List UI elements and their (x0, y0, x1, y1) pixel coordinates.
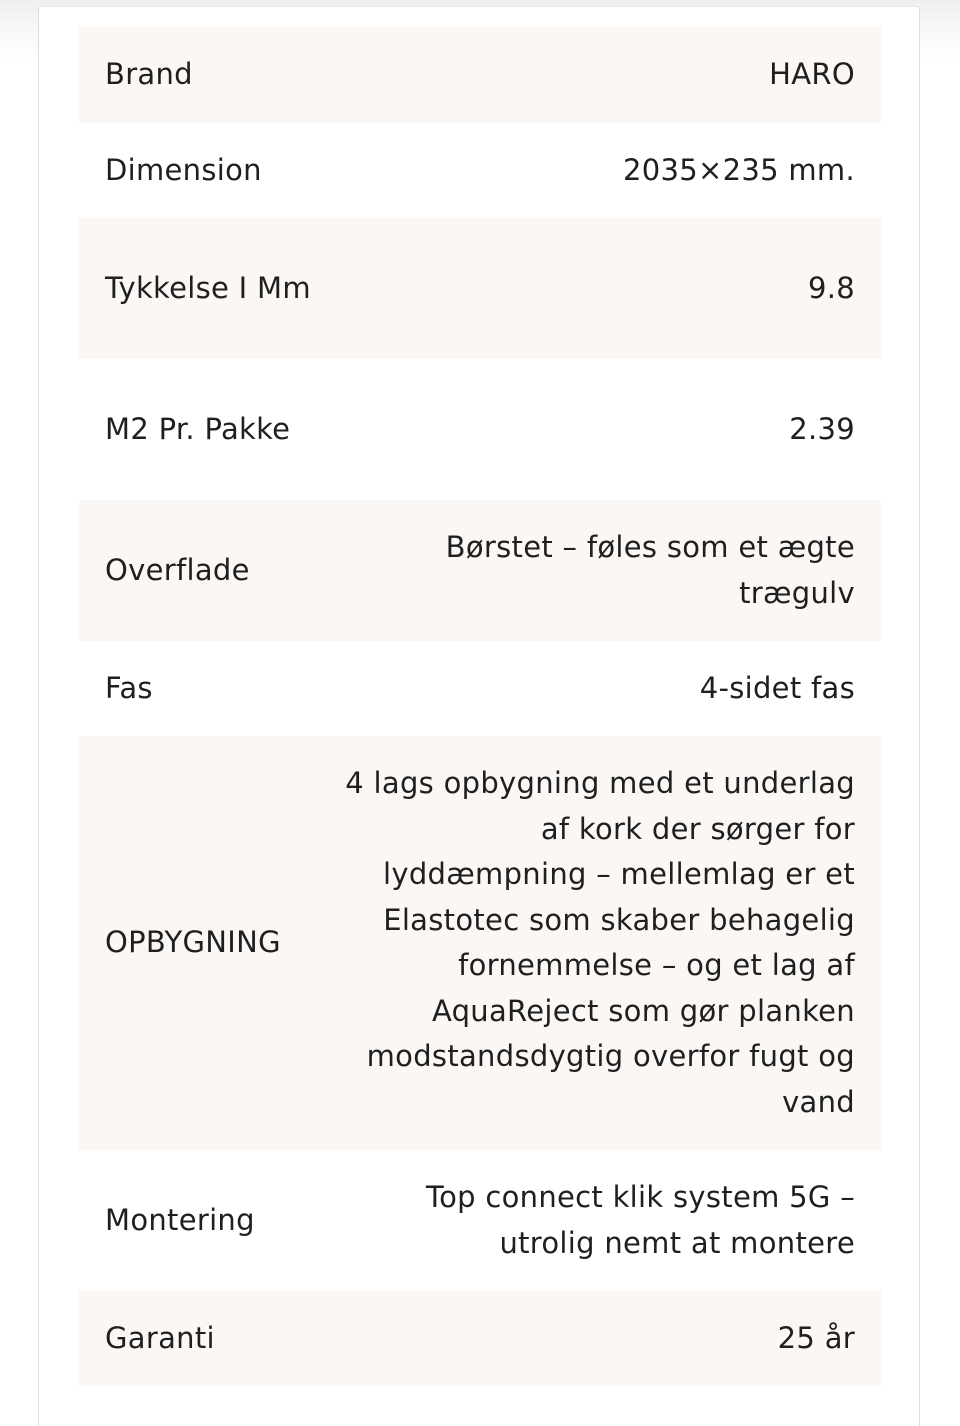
spec-value-brand: HARO (339, 27, 881, 123)
specifications-table (79, 27, 881, 1386)
table-row (79, 1291, 881, 1386)
table-row (79, 218, 881, 359)
spec-label-installation: Montering (79, 1150, 339, 1291)
spec-value-dimension: 2035×235 mm. (339, 123, 881, 218)
table-row (79, 1150, 881, 1291)
spec-label-dimension: Dimension (79, 123, 339, 218)
spec-value-thickness: 9.8 (339, 218, 881, 359)
table-row (79, 359, 881, 500)
spec-value-warranty: 25 år (339, 1291, 881, 1386)
spec-label-warranty: Garanti (79, 1291, 339, 1386)
spec-label-surface: Overflade (79, 500, 339, 641)
table-row (79, 641, 881, 736)
spec-label-m2-per-pack: M2 Pr. Pakke (79, 359, 339, 500)
table-row (79, 736, 881, 1150)
table-row (79, 27, 881, 123)
spec-label-construction: OPBYGNING (79, 736, 339, 1150)
spec-value-surface: Børstet – føles som et ægte trægulv (339, 500, 881, 641)
spec-label-thickness: Tykkelse I Mm (79, 218, 339, 359)
table-row (79, 500, 881, 641)
spec-label-bevel: Fas (79, 641, 339, 736)
spec-value-installation: Top connect klik system 5G – utrolig nemt at montere (339, 1150, 881, 1291)
spec-value-construction: 4 lags opbygning med et underlag af kork der sørger for lyddæmpning – mellemlag er et Elastotec som skaber behagelig fornemmelse – og et lag af AquaReject som gør planken modstandsdygtig overfor fugt og vand (339, 736, 881, 1150)
spec-value-m2-per-pack: 2.39 (339, 359, 881, 500)
spec-value-bevel: 4-sidet fas (339, 641, 881, 736)
table-row (79, 123, 881, 218)
spec-label-brand: Brand (79, 27, 339, 123)
